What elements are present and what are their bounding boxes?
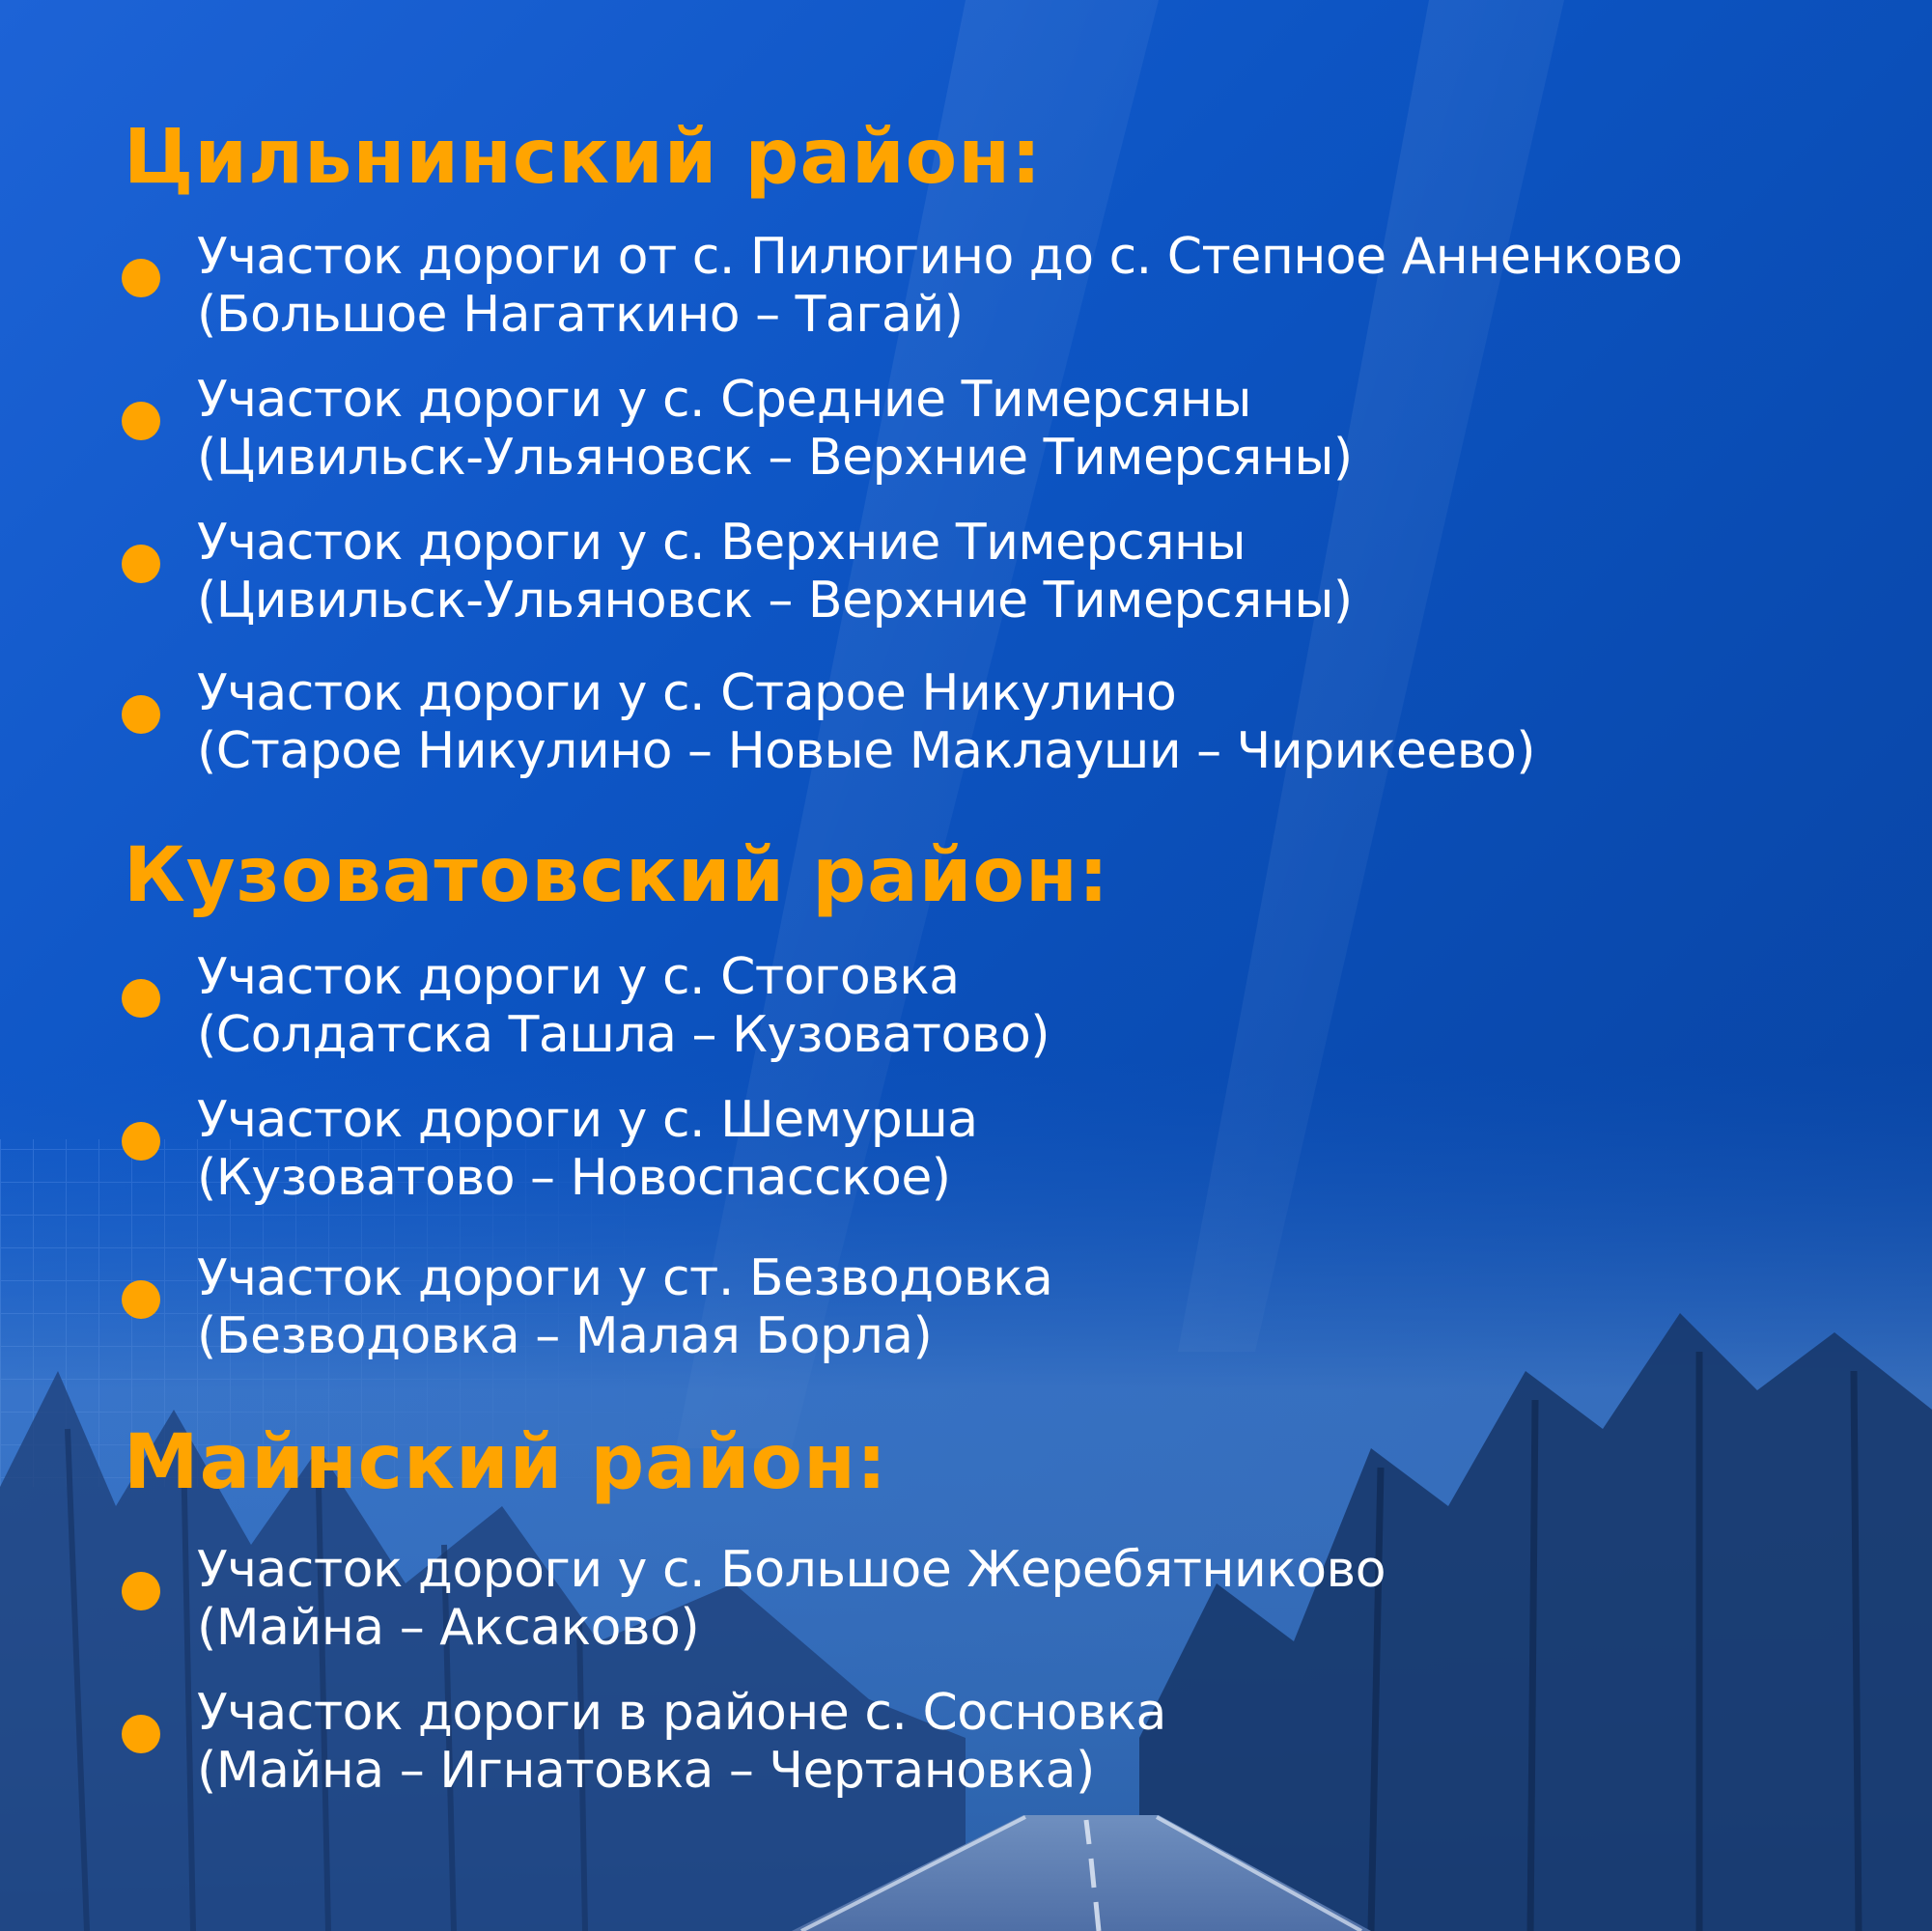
bullet-icon <box>122 979 160 1018</box>
item-title: Участок дороги у с. Большое Жеребятниково <box>197 1541 1386 1599</box>
item-route: (Майна – Аксаково) <box>197 1599 700 1657</box>
bullet-icon <box>122 1572 160 1610</box>
item-title: Участок дороги у ст. Безводовка <box>197 1249 1053 1307</box>
bullet-icon <box>122 402 160 440</box>
item-title: Участок дороги у с. Старое Никулино <box>197 664 1177 722</box>
item-text <box>197 1684 1166 1800</box>
item-text <box>197 371 1353 487</box>
item-route: (Большое Нагаткино – Тагай) <box>197 286 964 344</box>
item-title: Участок дороги у с. Стоговка <box>197 948 960 1006</box>
item-text <box>197 1249 1052 1365</box>
item-text <box>197 228 1682 344</box>
item-route: (Безводовка – Малая Борла) <box>197 1307 933 1365</box>
item-title: Участок дороги от с. Пилюгино до с. Степное Анненково <box>197 228 1683 286</box>
item-title: Участок дороги у с. Средние Тимерсяны <box>197 371 1251 429</box>
bullet-icon <box>122 1715 160 1753</box>
item-route: (Кузоватово – Новоспасское) <box>197 1149 951 1207</box>
item-text <box>197 1541 1386 1657</box>
bullet-icon <box>122 1122 160 1161</box>
item-title: Участок дороги в районе с. Сосновка <box>197 1684 1166 1742</box>
section-heading-tsilninsky: Цильнинский район: <box>124 114 1043 201</box>
item-text <box>197 514 1353 630</box>
item-title: Участок дороги у с. Верхние Тимерсяны <box>197 514 1246 572</box>
item-route: (Цивильск-Ульяновск – Верхние Тимерсяны) <box>197 572 1353 630</box>
item-route: (Старое Никулино – Новые Маклауши – Чирикеево) <box>197 722 1536 780</box>
bullet-icon <box>122 545 160 583</box>
item-text <box>197 948 1050 1064</box>
section-heading-kuzovatovsky: Кузоватовский район: <box>124 832 1110 919</box>
bullet-icon <box>122 259 160 297</box>
item-text <box>197 664 1535 780</box>
item-text <box>197 1091 978 1207</box>
bullet-icon <box>122 695 160 734</box>
item-route: (Солдатска Ташла – Кузоватово) <box>197 1006 1050 1064</box>
item-route: (Майна – Игнатовка – Чертановка) <box>197 1742 1095 1800</box>
item-title: Участок дороги у с. Шемурша <box>197 1091 978 1149</box>
item-route: (Цивильск-Ульяновск – Верхние Тимерсяны) <box>197 429 1353 487</box>
bullet-icon <box>122 1280 160 1319</box>
section-heading-maynsky: Майнский район: <box>124 1419 888 1506</box>
